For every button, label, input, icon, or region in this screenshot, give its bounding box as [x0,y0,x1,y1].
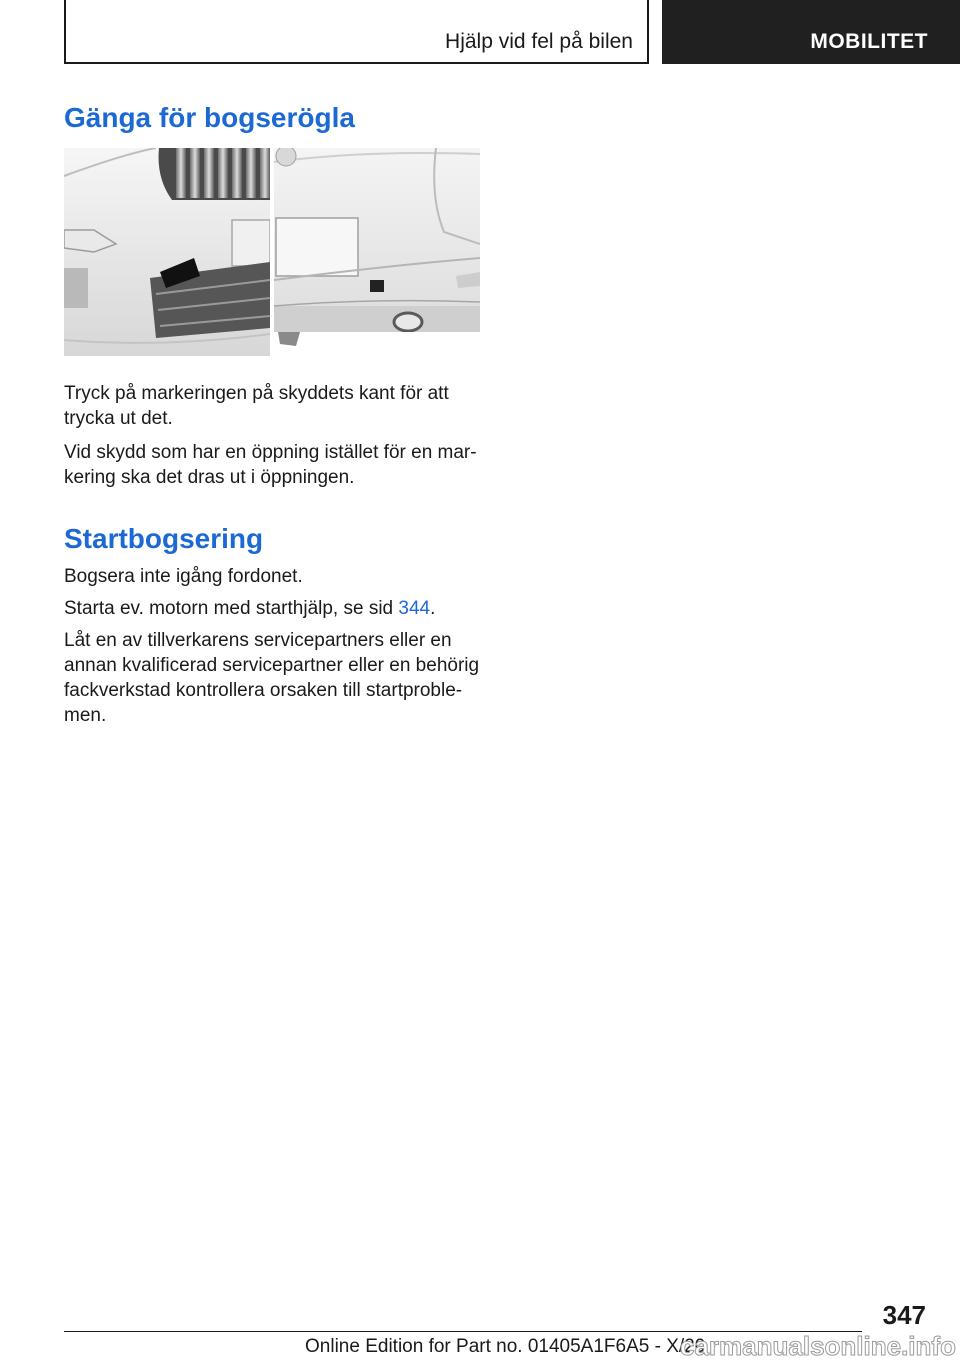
header-section-title: MOBILITET [810,30,928,53]
paragraph-press-marking: Tryck på markeringen på skyddets kant för att trycka ut det. [64,383,449,429]
paragraph-opening-cover: Vid skydd som har en öppning istället för en mar-kering ska det dras ut i öppningen. [64,442,477,488]
header-chapter-box [64,0,649,64]
paragraph-do-not-tow-start: Bogsera inte igång fordonet. [64,566,303,587]
section-heading-tow-eye-thread: Gänga för bogserögla [64,102,355,133]
front-bumper-view [64,148,270,356]
jump-start-text: Starta ev. motorn med starthjälp, se sid [64,598,399,619]
paragraph-jump-start-reference [64,596,480,621]
page-number: 347 [882,1300,926,1330]
page-link-344[interactable]: 344 [398,598,431,619]
jump-start-suffix: . [430,598,436,619]
rear-bumper-view [274,148,480,356]
footer-edition-text: Online Edition for Part no. 01405A1F6A5 - X/20 [305,1336,706,1357]
watermark-text: carmanualsonline.info [680,1331,956,1361]
paragraph-service-check: Låt en av tillverkarens servicepartners eller en annan kvalificerad servicepartner eller en behörig fackverkstad kontrollera orsaken till startproble-men. [64,630,480,726]
header-section-tab [662,0,960,64]
tow-eye-cover-illustration [64,148,480,356]
section-heading-jump-start-towing: Startbogsering [64,523,264,554]
header-chapter-title: Hjälp vid fel på bilen [445,30,633,53]
